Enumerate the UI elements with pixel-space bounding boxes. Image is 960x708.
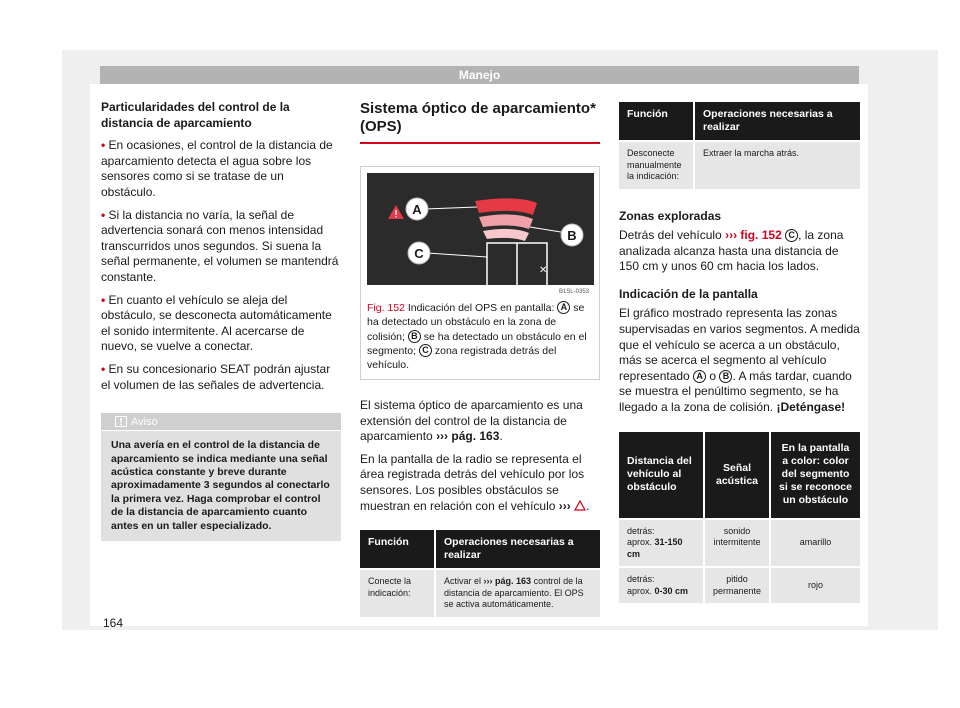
table-cell: Desconecte manualmente la indicación:	[619, 142, 693, 189]
bullet-item: • En ocasiones, el control de la distancia de aparcamiento detecta el agua sobre los sensores como si se tratase de un obstáculo.	[101, 138, 333, 199]
distance-table	[617, 430, 862, 606]
ops-display-graphic	[367, 173, 594, 295]
section-title: Sistema óptico de aparcamiento* (OPS)	[360, 100, 600, 144]
callout-b-inline: B	[408, 330, 421, 343]
paragraph: En la pantalla de la radio se representa el área registrada detrás del vehículo por los sensores. Los posibles obstáculos se muestran en relación con el vehículo ››› .	[360, 451, 590, 513]
table-cell: amarillo	[771, 520, 860, 567]
table-row	[360, 570, 600, 617]
page-reference-link[interactable]: ››› pág. 163	[483, 576, 532, 587]
notice-box	[101, 413, 341, 541]
table-cell: Extraer la marcha atrás.	[695, 142, 860, 189]
bullet-icon: •	[101, 361, 106, 376]
figure-caption: Fig. 152 Indicación del OPS en pantalla: A se ha detectado un obstáculo en la zona de colisión; B se ha detectado un obstáculo en el segmento; C zona registrada detrás del vehículo.	[367, 302, 587, 372]
bullet-icon: •	[101, 138, 106, 153]
function-table	[358, 528, 602, 619]
page-number: 164	[103, 616, 124, 630]
bullet-icon: •	[101, 292, 106, 307]
table-header: Operaciones necesarias a realizar	[695, 102, 860, 140]
paragraph: Detrás del vehículo ››› fig. 152 C , la zona analizada alcanza hasta una distancia de 150 cm y unos 60 cm hacia los lados.	[619, 228, 844, 274]
figure-reference-link[interactable]: ››› fig. 152	[725, 228, 782, 243]
close-icon: ✕	[539, 265, 548, 276]
table-cell: Activar el ››› pág. 163 control de la distancia de aparcamiento. El OPS se activa automáticamente.	[436, 570, 600, 617]
table-cell: sonido intermitente	[705, 520, 769, 567]
bullet-item: • Si la distancia no varía, la señal de advertencia sonará con menos intensidad transcurridos unos segundos. Si suena la señal permanente, el volumen se mantendrá constante.	[101, 207, 339, 284]
column-2	[360, 100, 600, 619]
subheading: Indicación de la pantalla	[619, 286, 758, 301]
subheading: Zonas exploradas	[619, 208, 722, 223]
paragraph: El sistema óptico de aparcamiento es una extensión del control de la distancia de aparcamiento ››› pág. 163.	[360, 397, 583, 444]
figure-152	[360, 166, 600, 380]
figure-code: B1SL-0353	[558, 289, 589, 295]
bullet-icon: •	[101, 207, 106, 222]
table-row	[619, 520, 860, 567]
callout-a-label: A	[412, 202, 422, 217]
callout-a-inline: A	[557, 301, 570, 314]
table-header: Operaciones necesarias a realizar	[436, 530, 600, 568]
page-reference-link[interactable]: ››› pág. 163	[436, 429, 500, 444]
callout-c-inline: C	[785, 229, 798, 242]
notice-label: Aviso	[131, 416, 158, 429]
ops-display-image	[367, 173, 594, 295]
table-header: Función	[360, 530, 434, 568]
notice-header	[101, 413, 341, 431]
column-3	[619, 100, 860, 605]
callout-c-label: C	[414, 246, 424, 261]
table-header: En la pantalla a color: color del segmento si se reconoce un obstáculo	[771, 432, 860, 518]
callout-a-inline: A	[693, 370, 706, 383]
bullet-item: • En su concesionario SEAT podrán ajustar el volumen de las señales de advertencia.	[101, 361, 331, 392]
table-cell: detrás: aprox. 0-30 cm	[619, 568, 703, 603]
table-header: Distancia del vehículo al obstáculo	[619, 432, 703, 518]
callout-b-inline: B	[719, 370, 732, 383]
callout-c-inline: C	[419, 344, 432, 357]
info-icon	[115, 416, 127, 427]
function-table	[617, 100, 862, 191]
table-row	[619, 568, 860, 603]
column-1	[101, 100, 341, 541]
notice-text: Una avería en el control de la distancia de aparcamiento se indica mediante una señal acústica constante y breve durante aproximadamente 3 segundos al conectarlo la primera vez. Haga comprobar el control de la distancia de aparcamiento cuanto antes en un taller especializado.	[111, 439, 330, 532]
paragraph: El gráfico mostrado representa las zonas supervisadas en varios segmentos. A medida que el vehículo se acerca a un obstáculo, más se acerca el segmento al vehículo representado A o B . A más tardar, cuando se muestra el penúltimo segmento, se ha llegado a la zona de colisión. ¡Deténgase!	[619, 306, 860, 415]
table-row	[619, 142, 860, 189]
callout-b-label: B	[567, 228, 577, 243]
section-heading: Particularidades del control de la distancia de aparcamiento	[101, 100, 290, 130]
bullet-item: • En cuanto el vehículo se aleja del obstáculo, se desconecta automáticamente el sonido intermitente. Al acercarse de nuevo, se vuelve a conectar.	[101, 292, 332, 354]
table-cell: pitido permanente	[705, 568, 769, 603]
warning-triangle-icon	[574, 500, 586, 511]
table-cell: rojo	[771, 568, 860, 603]
table-cell: Conecte la indicación:	[360, 570, 434, 617]
warning-reference-link[interactable]: ›››	[558, 498, 571, 513]
table-cell: detrás: aprox. 31-150 cm	[619, 520, 703, 567]
table-header: Señal acústica	[705, 432, 769, 518]
section-header: Manejo	[100, 66, 859, 84]
table-header: Función	[619, 102, 693, 140]
